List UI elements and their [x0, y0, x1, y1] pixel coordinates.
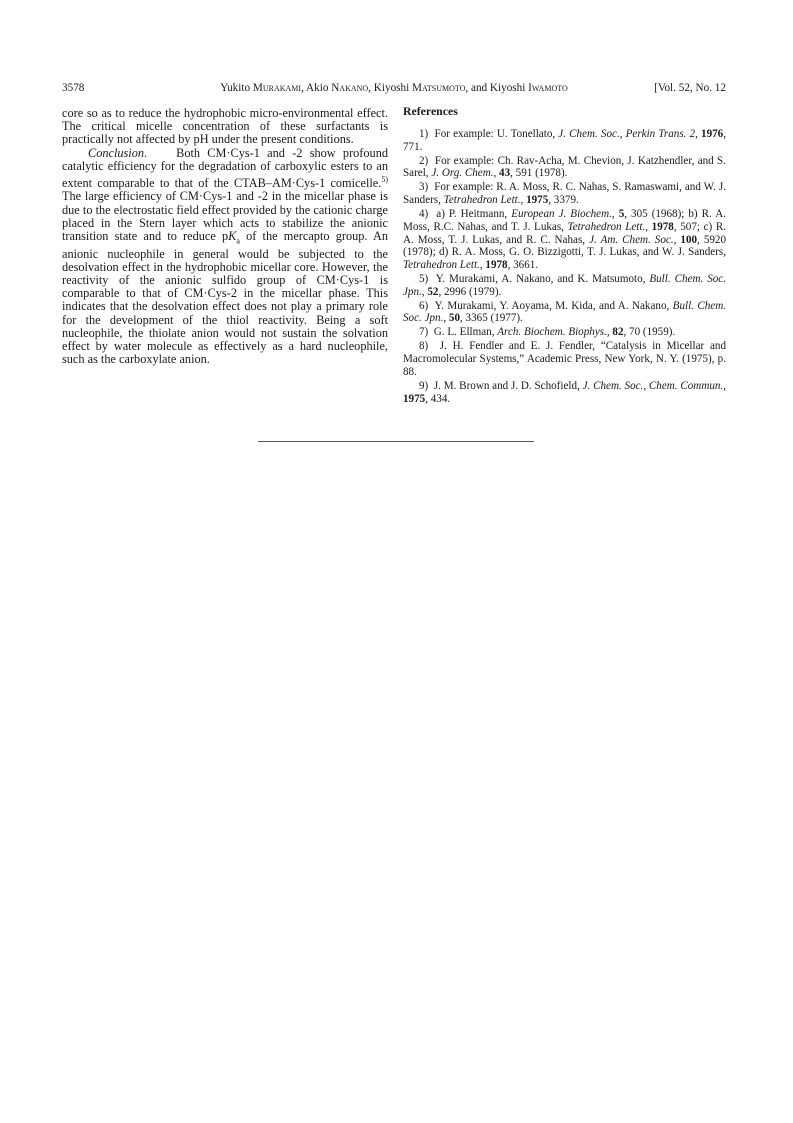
- running-header-authors: Yukito Murakami, Akio Nakano, Kiyoshi Matsumoto, and Kiyoshi Iwamoto: [220, 82, 568, 94]
- reference-item: 5) Y. Murakami, A. Nakano, and K. Matsumoto, Bull. Chem. Soc. Jpn., 52, 2996 (1979).: [403, 273, 726, 298]
- reference-item: 1) For example: U. Tonellato, J. Chem. Soc., Perkin Trans. 2, 1976, 771.: [403, 128, 726, 153]
- reference-item: 4) a) P. Heitmann, European J. Biochem., 5, 305 (1968); b) R. A. Moss, R.C. Nahas, and T. J. Lukas, Tetrahedron Lett., 1978, 507; c) R. A. Moss, T. J. Lukas, and R. C. Nahas, J. Am. Chem. Soc., 100, 5920 (1978); d) R. A. Moss, G. O. Bizzigotti, T. J. Lukas, and W. J. Sanders, Tetrahedron Lett., 1978, 3661.: [403, 208, 727, 272]
- reference-item: 3) For example: R. A. Moss, R. C. Nahas, S. Ramaswami, and W. J. Sanders, Tetrahedron Lett., 1975, 3379.: [403, 181, 726, 207]
- reference-item: 2) For example: Ch. Rav-Acha, M. Chevion, J. Katzhendler, and S. Sarel, J. Org. Chem., 43, 591 (1978).: [403, 154, 726, 180]
- volume-issue: [Vol. 52, No. 12: [654, 82, 726, 94]
- references-column: [403, 104, 726, 406]
- reference-item: 8) J. H. Fendler and E. J. Fendler, “Catalysis in Micellar and Macromolecular Systems,” Academic Press, New York, N. Y. (1975), p. 88.: [403, 340, 726, 378]
- reference-item: 7) G. L. Ellman, Arch. Biochem. Biophys., 82, 70 (1959).: [419, 326, 676, 339]
- reference-item: 9) J. M. Brown and J. D. Schofield, J. Chem. Soc., Chem. Commun., 1975, 434.: [403, 379, 726, 405]
- end-rule: [258, 441, 534, 442]
- reference-list: [403, 128, 726, 405]
- reference-item: 6) Y. Murakami, Y. Aoyama, M. Kida, and A. Nakano, Bull. Chem. Soc. Jpn., 50, 3365 (1977).: [403, 299, 726, 325]
- left-column: [62, 107, 388, 366]
- running-header: [62, 80, 726, 96]
- body-paragraph: core so as to reduce the hydrophobic micro-environmental effect. The critical micelle concentration of these surfactants is practically not affected by pH under the present conditions.: [62, 106, 388, 147]
- conclusion-paragraph: Conclusion. Both CM·Cys-1 and -2 show profound catalytic efficiency for the degradation of carboxylic esters to an extent comparable to that of the CTAB–AM·Cys-1 comicelle.$^{5)}$ The large efficiency of CM·Cys-1 and -2 in the micellar phase is due to the electrostatic field effect provided by the cationic charge placed in the Stern layer which acts to stabilize the anionic transition state and to reduce $pK_a$ of the mercapto group. An anionic nucleophile in general would be subjected to the desolvation effect in the hydrophobic micellar core. However, the reactivity of the anionic sulfido group of CM·Cys-1 is comparable to that of CM·Cys-2 in the micellar phase. This indicates that the desolvation effect does not play a primary role for the development of the thiol reactivity. Being a soft nucleophile, the thiolate anion would not sustain the solvation effect by water molecule as effectively as a hard nucleophile, such as the carboxylate anion.: [62, 145, 389, 367]
- references-heading: References: [403, 104, 458, 118]
- page-number: 3578: [62, 82, 85, 94]
